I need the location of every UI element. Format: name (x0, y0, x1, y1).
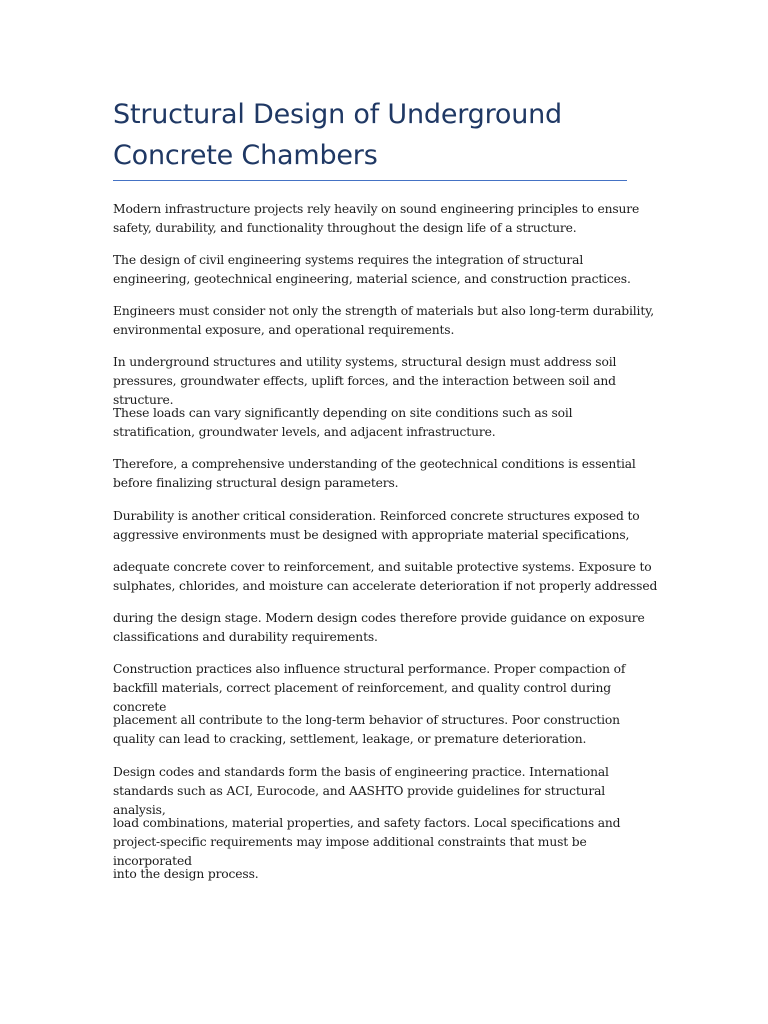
paragraph-14: into the design process. (113, 867, 259, 881)
paragraph-7: Durability is another critical consideration. Reinforced concrete structures exposed to aggressive environments must be designed with appropriate material specifications, (113, 509, 640, 542)
paragraph-2: The design of civil engineering systems requires the integration of structural engineering, geotechnical engineering, material science, and construction practices. (113, 253, 631, 286)
document-title: Structural Design of Underground Concrete Chambers (113, 99, 563, 171)
paragraph-3: Engineers must consider not only the strength of materials but also long-term durability, environmental exposure, and operational requirements. (113, 304, 655, 337)
paragraph-1: Modern infrastructure projects rely heavily on sound engineering principles to ensure safety, durability, and functionality throughout the design life of a structure. (113, 202, 640, 235)
paragraph-8: adequate concrete cover to reinforcement, and suitable protective systems. Exposure to sulphates, chlorides, and moisture can accelerate deterioration if not properly addressed (113, 560, 658, 593)
paragraph-5: These loads can vary significantly depending on site conditions such as soil stratification, groundwater levels, and adjacent infrastructure. (113, 406, 573, 439)
paragraph-6: Therefore, a comprehensive understanding of the geotechnical conditions is essential before finalizing structural design parameters. (113, 457, 636, 490)
paragraph-12: Design codes and standards form the basis of engineering practice. International standards such as ACI, Eurocode, and AASHTO provide guidelines for structural analysis, (113, 765, 609, 817)
title-underline-rule (113, 180, 627, 181)
paragraph-9: during the design stage. Modern design codes therefore provide guidance on exposure classifications and durability requirements. (113, 611, 645, 644)
paragraph-13: load combinations, material properties, and safety factors. Local specifications and project-specific requirements may impose additional constraints that must be incorporated (113, 816, 621, 868)
paragraph-4: In underground structures and utility systems, structural design must address soil pressures, groundwater effects, uplift forces, and the interaction between soil and structure. (113, 355, 617, 407)
paragraph-11: placement all contribute to the long-term behavior of structures. Poor construction quality can lead to cracking, settlement, leakage, or premature deterioration. (113, 713, 620, 746)
paragraph-10: Construction practices also influence structural performance. Proper compaction of backfill materials, correct placement of reinforcement, and quality control during concrete (113, 662, 626, 714)
